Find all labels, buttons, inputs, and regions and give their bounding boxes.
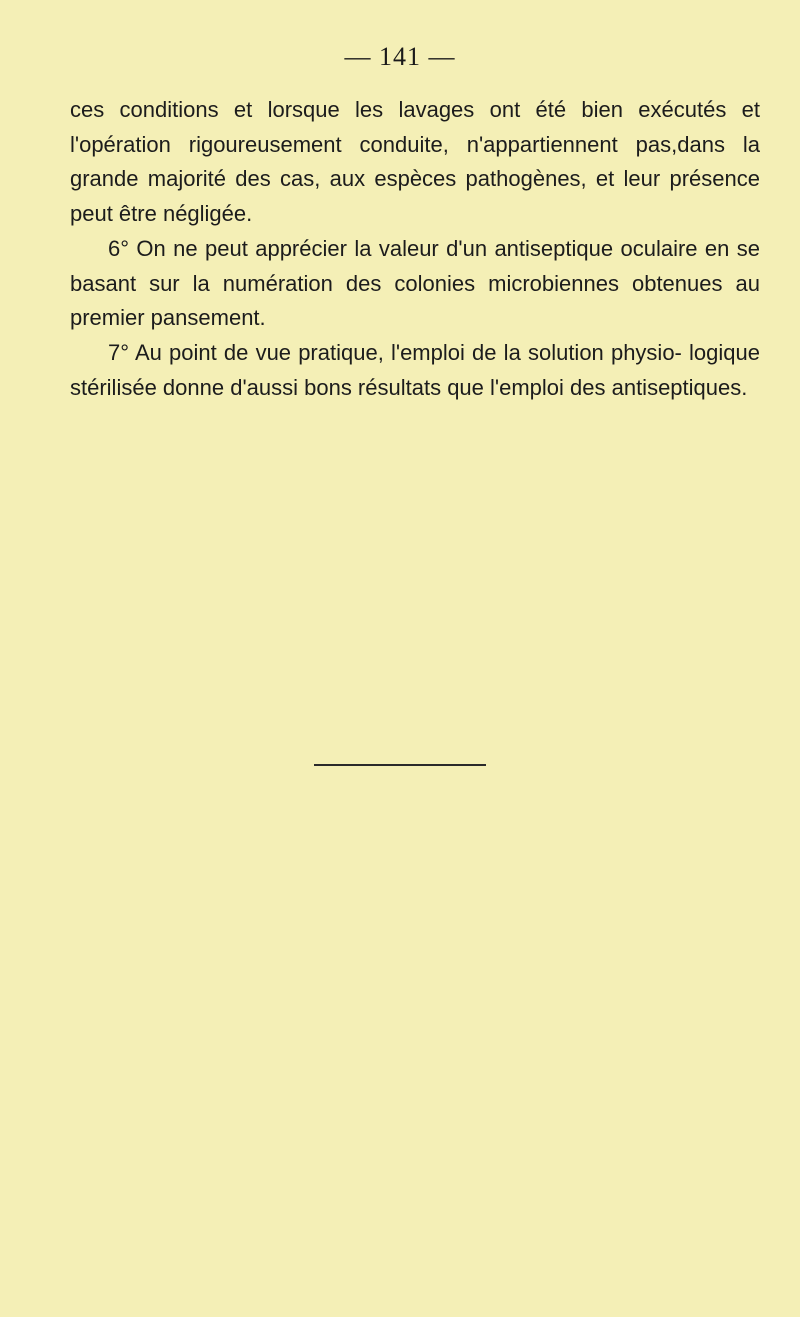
paragraph-conclusion-5-continued: ces conditions et lorsque les lavages ont été bien exécutés et l'opération rigoureusement conduite, n'appartiennent pas,dans la grande majorité des cas, aux espèces pathogènes, et leur présence peut être négligée.: [70, 97, 760, 227]
section-divider-rule: [314, 764, 486, 766]
paragraph-conclusion-6: 6° On ne peut apprécier la valeur d'un antiseptique oculaire en se basant sur la numération des colonies microbiennes obtenues au premier pansement.: [70, 235, 760, 331]
page-number: — 141 —: [344, 42, 456, 71]
paragraph-conclusion-7: 7° Au point de vue pratique, l'emploi de la solution physio- logique stérilisée donne d'aussi bons résultats que l'emploi des antiseptiques.: [70, 339, 760, 400]
body-text: [70, 93, 760, 405]
